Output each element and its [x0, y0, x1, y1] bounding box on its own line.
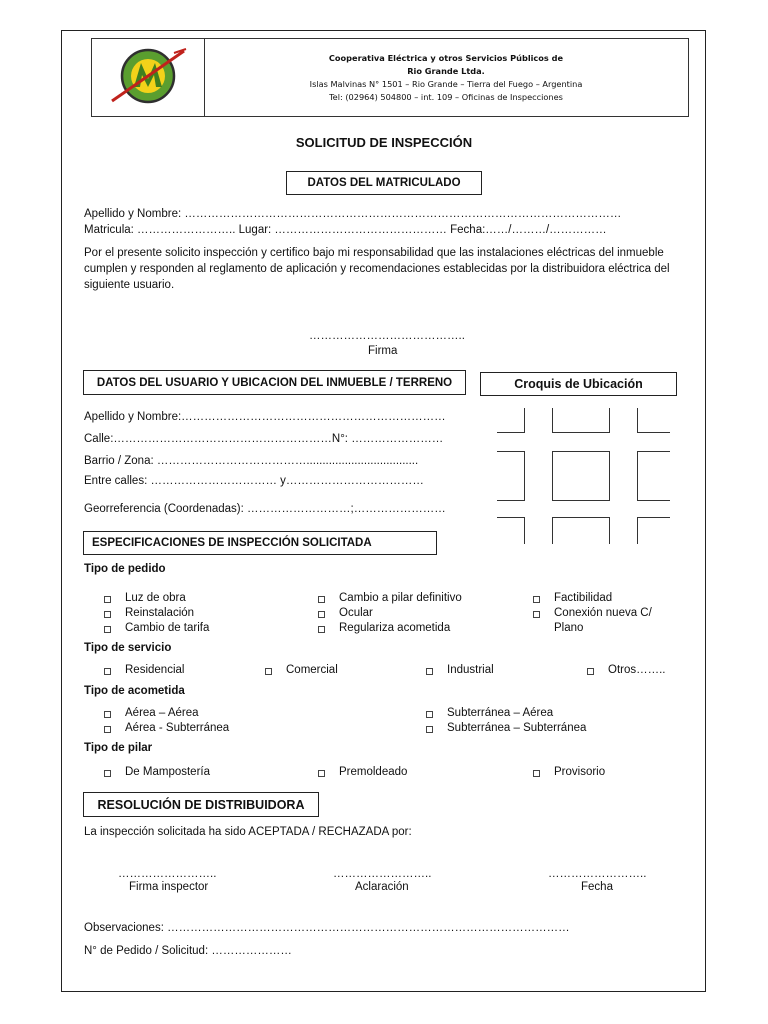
croquis-heading: Croquis de Ubicación: [480, 372, 677, 396]
option-residencial: Residencial: [125, 664, 185, 676]
checkbox-aerea-aerea[interactable]: [104, 711, 111, 718]
form-title: SOLICITUD DE INSPECCIÓN: [295, 135, 473, 150]
option-cambio-tarifa: Cambio de tarifa: [125, 622, 210, 634]
checkbox-subterranea-subterranea[interactable]: [426, 726, 433, 733]
option-aerea-aerea: Aérea – Aérea: [125, 707, 199, 719]
section-resolucion-heading: RESOLUCIÓN DE DISTRIBUIDORA: [83, 792, 319, 817]
option-provisorio: Provisorio: [554, 766, 606, 778]
option-luz-de-obra: Luz de obra: [125, 592, 186, 604]
aclaracion-label: Aclaración: [355, 881, 409, 893]
checkbox-otros[interactable]: [587, 668, 594, 675]
option-conexion-nueva: Conexión nueva C/: [554, 607, 652, 619]
certification-paragraph: Por el presente solicito inspección y certifico bajo mi responsabilidad que las instalaciones eléctricas del inmueble cumplen y responden al reglamento de aplicación y recomendaciones establecidas por la distribuidora eléctrica del siguiente usuario.: [84, 247, 670, 291]
usuario-entre-calles-field[interactable]: Entre calles: …………………………… y………………………………: [84, 475, 424, 487]
checkbox-comercial[interactable]: [265, 668, 272, 675]
org-phone: Tel: (02964) 504800 – int. 109 – Oficinas de Inspecciones: [329, 91, 563, 102]
matriculado-name-field[interactable]: Apellido y Nombre: ……………………………………………………………………………………………………: [84, 208, 622, 220]
option-otros: Otros……..: [608, 664, 666, 676]
option-premoldeado: Premoldeado: [339, 766, 408, 778]
usuario-barrio-field[interactable]: Barrio / Zona: …………………………………...................................: [84, 455, 419, 467]
usuario-name-field[interactable]: Apellido y Nombre:……………………………………………………………: [84, 411, 446, 423]
option-mamposteria: De Mampostería: [125, 766, 211, 778]
option-comercial: Comercial: [286, 664, 338, 676]
checkbox-mamposteria[interactable]: [104, 770, 111, 777]
option-aerea-subterranea: Aérea - Subterránea: [125, 722, 230, 734]
matriculado-matricula-field[interactable]: Matricula: …………………….. Lugar: ……………………………………… Fecha:……/………/……………: [84, 224, 607, 236]
resolucion-text: La inspección solicitada ha sido ACEPTADA / RECHAZADA por:: [84, 826, 412, 838]
checkbox-industrial[interactable]: [426, 668, 433, 675]
org-name-line1: Cooperativa Eléctrica y otros Servicios Públicos de: [328, 52, 564, 63]
option-ocular: Ocular: [339, 607, 373, 619]
checkbox-provisorio[interactable]: [533, 770, 540, 777]
section-usuario-heading: DATOS DEL USUARIO Y UBICACION DEL INMUEBLE / TERRENO: [83, 370, 466, 395]
option-subterranea-aerea: Subterránea – Aérea: [447, 707, 554, 719]
firma-label: Firma: [368, 345, 398, 357]
cooperative-logo-icon: [92, 39, 204, 116]
section-especificaciones-heading: ESPECIFICACIONES DE INSPECCIÓN SOLICITADA: [83, 531, 437, 555]
checkbox-subterranea-aerea[interactable]: [426, 711, 433, 718]
option-conexion-plano: Plano: [554, 622, 584, 634]
org-address: Islas Malvinas N° 1501 – Rio Grande – Tierra del Fuego – Argentina: [309, 78, 583, 89]
checkbox-cambio-tarifa[interactable]: [104, 626, 111, 633]
section-matriculado-heading: DATOS DEL MATRICULADO: [286, 171, 482, 195]
usuario-georef-field[interactable]: Georreferencia (Coordenadas): ………………………;……………………: [84, 503, 446, 515]
checkbox-luz-de-obra[interactable]: [104, 596, 111, 603]
tipo-servicio-label: Tipo de servicio: [84, 642, 172, 654]
observaciones-field[interactable]: Observaciones: ……………………………………………………………………………………………: [84, 922, 570, 934]
checkbox-reinstalacion[interactable]: [104, 611, 111, 618]
checkbox-aerea-subterranea[interactable]: [104, 726, 111, 733]
tipo-pedido-label: Tipo de pedido: [84, 563, 166, 575]
checkbox-factibilidad[interactable]: [533, 596, 540, 603]
checkbox-cambio-pilar[interactable]: [318, 596, 325, 603]
usuario-calle-field[interactable]: Calle:…………………………………………………N°: ……………………: [84, 433, 444, 445]
pedido-solicitud-field[interactable]: N° de Pedido / Solicitud: …………………: [84, 945, 292, 957]
firma-inspector-line[interactable]: ……………………..: [118, 868, 217, 880]
option-reinstalacion: Reinstalación: [125, 607, 195, 619]
tipo-acometida-label: Tipo de acometida: [84, 685, 185, 697]
checkbox-ocular[interactable]: [318, 611, 325, 618]
aclaracion-line[interactable]: ……………………..: [333, 868, 432, 880]
tipo-pilar-label: Tipo de pilar: [84, 742, 153, 754]
option-factibilidad: Factibilidad: [554, 592, 613, 604]
logo-cell: [92, 39, 205, 116]
option-cambio-pilar: Cambio a pilar definitivo: [339, 592, 462, 604]
firma-signature-line[interactable]: …………………………………..: [309, 330, 465, 342]
fecha-label: Fecha: [581, 881, 613, 893]
fecha-line[interactable]: ……………………..: [548, 868, 647, 880]
option-subterranea-subterranea: Subterránea – Subterránea: [447, 722, 587, 734]
firma-inspector-label: Firma inspector: [129, 881, 209, 893]
header-box: [91, 38, 689, 117]
checkbox-premoldeado[interactable]: [318, 770, 325, 777]
option-regulariza: Regulariza acometida: [339, 622, 451, 634]
organization-info: [204, 39, 688, 116]
checkbox-conexion-nueva[interactable]: [533, 611, 540, 618]
checkbox-regulariza[interactable]: [318, 626, 325, 633]
checkbox-residencial[interactable]: [104, 668, 111, 675]
org-name-line2: Rio Grande Ltda.: [407, 65, 485, 76]
option-industrial: Industrial: [447, 664, 494, 676]
